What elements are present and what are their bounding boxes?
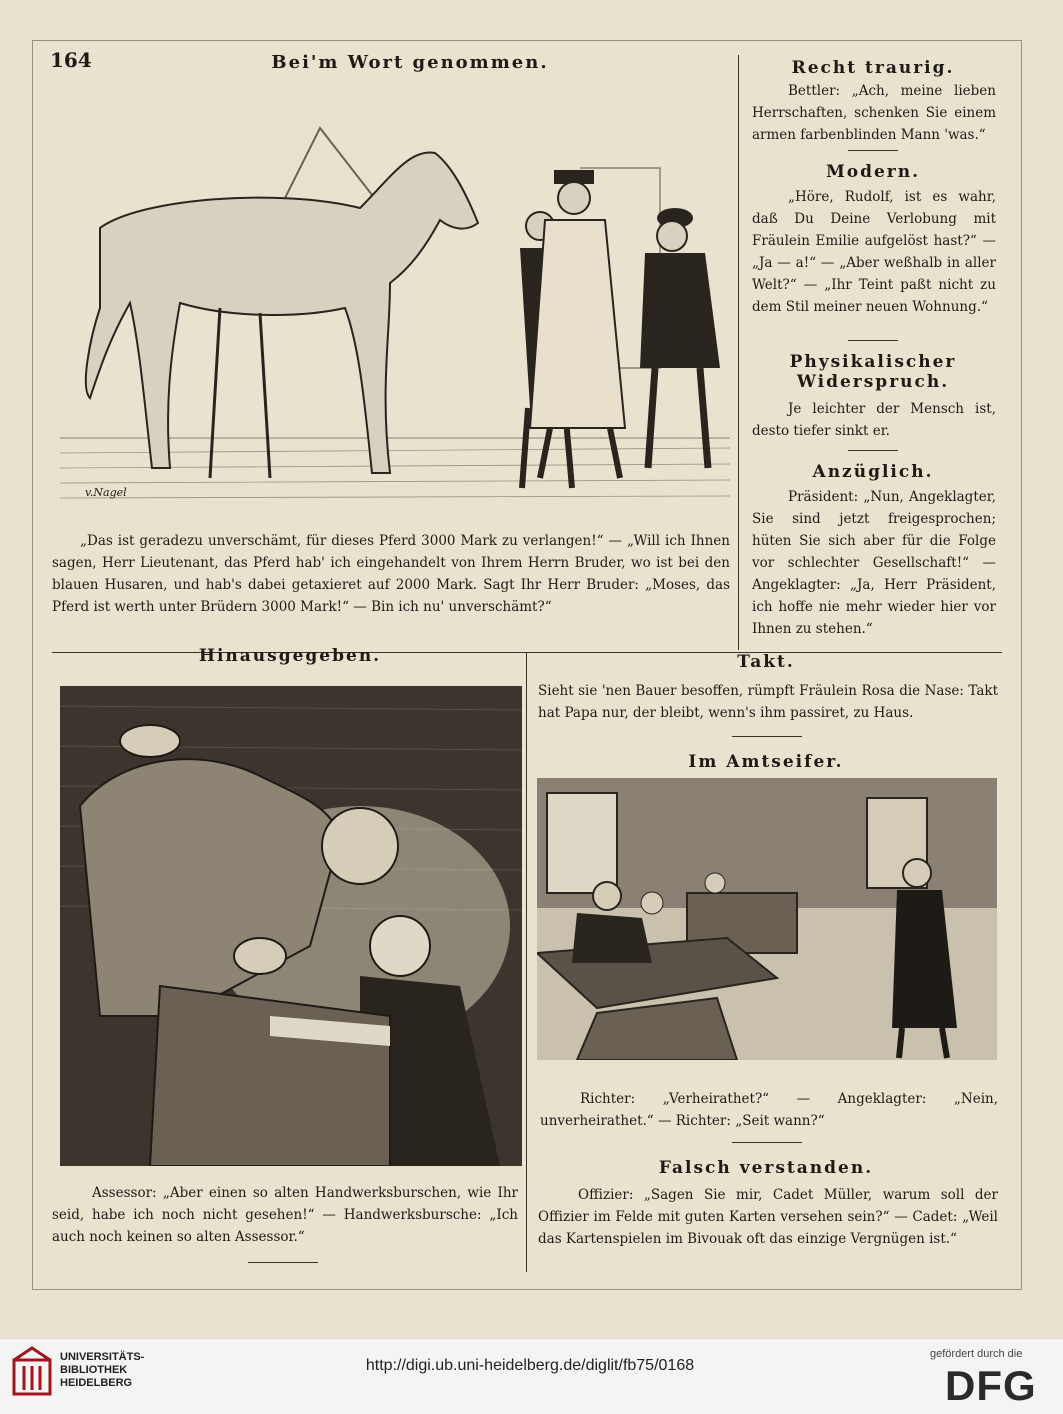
- viewer-footer: [0, 1338, 1063, 1414]
- divider: [248, 1262, 318, 1263]
- column-divider-bottom: [526, 652, 527, 1272]
- library-line: UNIVERSITÄTS-: [60, 1351, 145, 1363]
- text-anzueglich: Präsident: „Nun, Angeklagter, Sie sind jetzt freigesprochen; hüten Sie sich aber für die Folge vor schlechter Gesellschaft!“ — Angeklagter: „Ja, Herr Präsident, ich hoffe nie mehr wieder hier vor Ihnen zu stehen.“: [752, 489, 996, 637]
- library-name[interactable]: [60, 1351, 144, 1390]
- section-title-amtseifer: Im Amtseifer.: [688, 752, 844, 772]
- dfg-caption: gefördert durch die: [930, 1348, 1023, 1360]
- divider: [732, 736, 802, 737]
- library-line: HEIDELBERG: [60, 1377, 133, 1389]
- text-modern: „Höre, Rudolf, ist es wahr, daß Du Deine Verlobung mit Fräulein Emilie aufgelöst hast?“ — „Ja — a!“ — „Aber weßhalb in aller Welt?“ — „Ihr Teint paßt nicht zu dem Stil meiner neuen Wohnung.“: [752, 189, 996, 315]
- section-title-falsch: Falsch verstanden.: [658, 1158, 874, 1178]
- divider: [848, 340, 898, 341]
- artist-signature: v.Nagel: [85, 486, 127, 499]
- illustration-assessor: [60, 686, 522, 1166]
- section-title-anzueglich: Anzüglich.: [812, 462, 934, 482]
- library-logo-icon[interactable]: [12, 1346, 52, 1404]
- divider: [848, 150, 898, 151]
- caption-amtseifer: Richter: „Verheirathet?“ — Angeklagter: „Nein, unverheirathet.“ — Richter: „Seit wann?“: [540, 1091, 998, 1129]
- illustration-horse-dealer: [60, 108, 730, 528]
- illustration-courtroom: [537, 778, 997, 1060]
- dfg-logo[interactable]: DFG: [945, 1362, 1037, 1409]
- divider: [732, 1142, 802, 1143]
- page-number: 164: [50, 48, 92, 72]
- section-title-modern: Modern.: [825, 162, 921, 182]
- permalink-url[interactable]: http://digi.ub.uni-heidelberg.de/diglit/fb75/0168: [365, 1357, 695, 1374]
- text-physikalisch: Je leichter der Mensch ist, desto tiefer sinkt er.: [752, 401, 996, 439]
- section-title-takt: Takt.: [737, 652, 795, 672]
- divider: [848, 450, 898, 451]
- section-title-recht-traurig: Recht traurig.: [791, 58, 955, 78]
- section-title-hinausgegeben: Hinausgegeben.: [198, 646, 382, 666]
- section-title-beim-wort: Bei'm Wort genommen.: [271, 52, 549, 73]
- section-title-physikalisch: Physikalischer Widerspruch.: [789, 352, 957, 392]
- text-recht-traurig: Bettler: „Ach, meine lieben Herrschaften, schenken Sie einem armen farbenblinden Mann 'was.“: [752, 83, 996, 143]
- caption-hinausgegeben: Assessor: „Aber einen so alten Handwerksburschen, wie Ihr seid, habe ich noch nicht gesehen!“ — Handwerksbursche: „Ich auch noch keinen so alten Assessor.“: [52, 1185, 518, 1245]
- text-takt: Sieht sie 'nen Bauer besoffen, rümpft Fräulein Rosa die Nase: Takt hat Papa nur, der bleibt, wenn's ihm passiret, zu Haus.: [538, 683, 998, 721]
- library-line: BIBLIOTHEK: [60, 1364, 128, 1376]
- caption-beim-wort: „Das ist geradezu unverschämt, für dieses Pferd 3000 Mark zu verlangen!“ — „Will ich Ihnen sagen, Herr Lieutenant, das Pferd hab' ich eingehandelt von Ihrem Herrn Bruder, wo ist bei den blauen Husaren, und hab's dabei getaxieret auf 2000 Mark. Sagt Ihr Herr Bruder: „Moses, das Pferd ist werth unter Brüdern 3000 Mark!“ — Bin ich nu' unverschämt?“: [52, 533, 730, 615]
- column-divider-right: [738, 55, 739, 650]
- text-falsch: Offizier: „Sagen Sie mir, Cadet Müller, warum soll der Offizier im Felde mit guten Karten versehen sein?“ — Cadet: „Weil das Kartenspielen im Bivouak oft das einzige Vergnügen ist.“: [538, 1187, 998, 1247]
